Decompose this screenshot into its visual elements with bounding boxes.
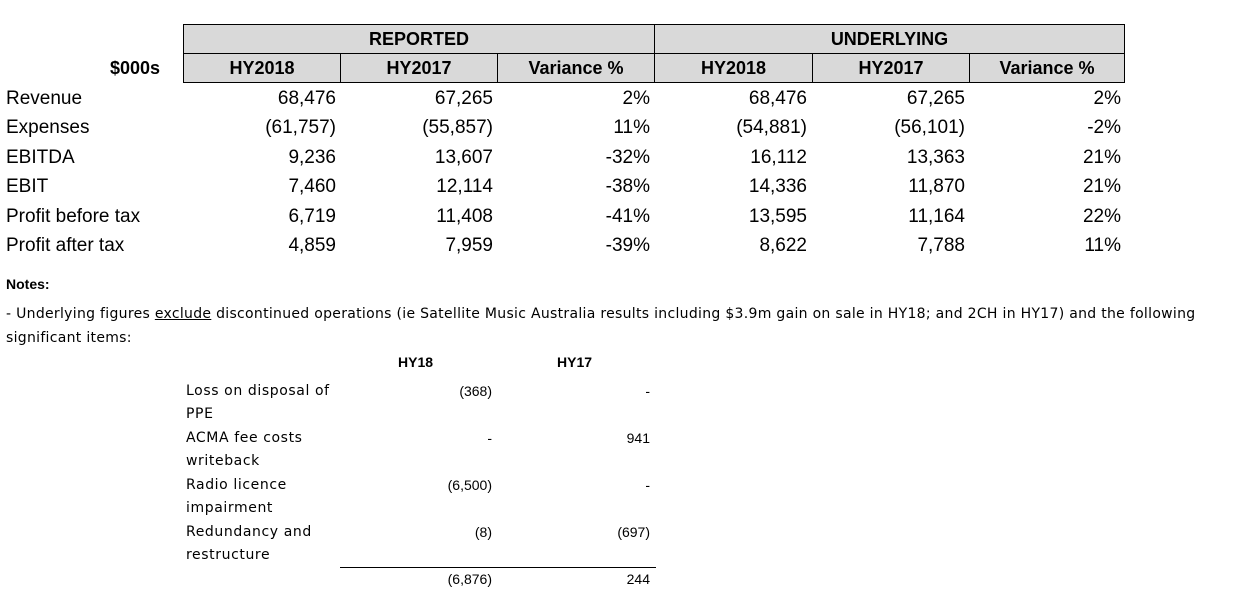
column-header: HY2018 <box>654 53 813 83</box>
table-cell: 11,870 <box>908 176 965 197</box>
significant-items-header: HY18 <box>398 354 434 370</box>
group-header-reported: REPORTED <box>183 24 655 54</box>
table-cell: 13,607 <box>434 147 493 168</box>
table-cell: 14,336 <box>748 176 807 197</box>
significant-item-value: - <box>645 477 650 493</box>
notes-text-emphasis: exclude <box>154 306 212 322</box>
table-cell: -32% <box>605 147 650 168</box>
table-cell: 7,959 <box>445 235 493 256</box>
table-cell: 13,363 <box>906 147 965 168</box>
row-label: EBIT <box>6 176 49 197</box>
row-label: Profit after tax <box>6 235 125 256</box>
table-cell: 11,408 <box>436 206 493 227</box>
table-cell: -41% <box>605 206 650 227</box>
table-cell: 11% <box>1084 235 1121 256</box>
table-cell: 68,476 <box>277 88 336 109</box>
significant-item-label: ACMA fee costs writeback <box>186 430 303 469</box>
table-cell: 12,114 <box>436 176 493 197</box>
table-cell: 2% <box>1093 88 1121 109</box>
significant-item-value: (368) <box>459 383 492 399</box>
column-header: Variance % <box>969 53 1125 83</box>
significant-item-value: (6,500) <box>447 477 492 493</box>
table-cell: 6,719 <box>288 206 336 227</box>
column-header: HY2017 <box>340 53 498 83</box>
table-cell: 68,476 <box>748 88 807 109</box>
significant-item-label: Loss on disposal of PPE <box>186 383 330 422</box>
table-cell: 4,859 <box>288 235 336 256</box>
table-cell: 2% <box>622 88 650 109</box>
row-label: Revenue <box>6 88 83 109</box>
significant-items-total: (6,876) <box>447 571 492 587</box>
table-cell: (56,101) <box>894 117 965 138</box>
table-cell: (61,757) <box>265 117 336 138</box>
significant-item-value: - <box>487 430 492 446</box>
notes-text <box>6 302 1234 350</box>
table-cell: 7,460 <box>288 176 336 197</box>
table-cell: 8,622 <box>759 235 807 256</box>
notes-title: Notes: <box>6 276 50 292</box>
significant-item-value: (697) <box>617 524 650 540</box>
table-cell: 67,265 <box>906 88 965 109</box>
column-header: HY2017 <box>812 53 970 83</box>
table-cell: 21% <box>1082 176 1121 197</box>
table-cell: -38% <box>605 176 650 197</box>
table-cell: 7,788 <box>917 235 965 256</box>
row-label: Profit before tax <box>6 206 141 227</box>
notes-text-suffix: discontinued operations (ie Satellite Music Australia results including $3.9m gain on sale in HY18; and 2CH in HY17) and the following significant items: <box>6 306 1196 346</box>
table-cell: (55,857) <box>422 117 493 138</box>
row-label: Expenses <box>6 117 90 138</box>
significant-item-label: Redundancy and restructure <box>186 524 312 563</box>
table-cell: 67,265 <box>434 88 493 109</box>
significant-item-value: 941 <box>626 430 650 446</box>
table-cell: -2% <box>1087 117 1121 138</box>
unit-label: $000s <box>109 58 160 78</box>
table-cell: 13,595 <box>748 206 807 227</box>
notes-text-prefix: - Underlying figures <box>6 306 155 322</box>
significant-item-value: - <box>645 383 650 399</box>
significant-item-value: (8) <box>474 524 492 540</box>
table-cell: 21% <box>1082 147 1121 168</box>
table-cell: 22% <box>1082 206 1121 227</box>
table-cell: 16,112 <box>750 147 807 168</box>
column-header: Variance % <box>497 53 655 83</box>
significant-items-header: HY17 <box>557 354 593 370</box>
significant-item-label: Radio licence impairment <box>186 477 287 516</box>
table-cell: 11% <box>613 117 650 138</box>
row-label: EBITDA <box>6 147 75 168</box>
table-cell: (54,881) <box>736 117 807 138</box>
column-header: HY2018 <box>183 53 341 83</box>
table-cell: 11,164 <box>908 206 965 227</box>
table-cell: 9,236 <box>288 147 336 168</box>
significant-items-total: 244 <box>626 571 650 587</box>
table-cell: -39% <box>605 235 650 256</box>
total-rule <box>340 567 656 568</box>
group-header-underlying: UNDERLYING <box>654 24 1125 54</box>
